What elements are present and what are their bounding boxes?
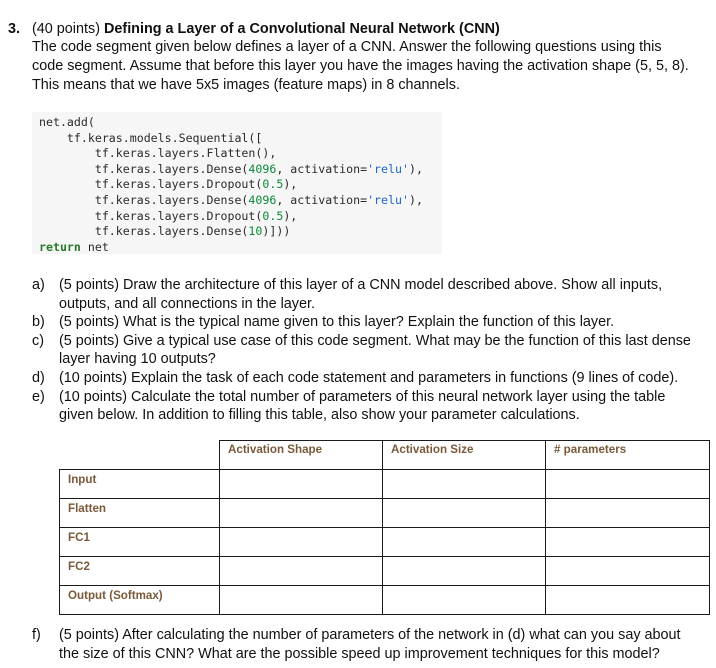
table-row (60, 557, 710, 586)
question-title-line (32, 20, 500, 39)
sub-question-a: a) (5 points) Draw the architecture of this layer of a CNN model described above. Show all inputs, outputs, and all connections in the layer. (32, 277, 663, 312)
code-block (32, 112, 442, 254)
code-line: tf.keras.layers.Dense(4096, activation='relu'), (39, 193, 423, 207)
code-line: return net (39, 239, 109, 254)
row-label: FC1 (60, 528, 220, 557)
table-cell[interactable] (546, 586, 710, 615)
question-points: (40 points) (32, 21, 100, 37)
parameter-table (59, 440, 710, 615)
table-row (60, 586, 710, 615)
table-header-cell: # parameters (546, 441, 710, 470)
table-header-row (60, 441, 710, 470)
sub-question-c: c) (5 points) Give a typical use case of this code segment. What may be the function of this last dense layer having 10 outputs? (32, 332, 691, 368)
intro-line: This means that we have 5x5 images (feature maps) in 8 channels. (32, 77, 460, 93)
table-cell[interactable] (546, 557, 710, 586)
code-line: net.add( (39, 115, 95, 129)
table-cell[interactable] (220, 557, 383, 586)
sub-questions (32, 276, 716, 425)
row-label: Input (60, 470, 220, 499)
sub-question-b: b) (5 points) What is the typical name given to this layer? Explain the function of this layer. (32, 314, 615, 331)
intro-line: The code segment given below defines a layer of a CNN. Answer the following questions using this (32, 39, 662, 55)
sub-question-d: d) (10 points) Explain the task of each code statement and parameters in functions (9 lines of code). (32, 369, 679, 386)
question-number: 3. (8, 21, 21, 37)
sub-question-e: e) (10 points) Calculate the total number of parameters of this neural network layer using the table given below. In addition to filling this table, also show your parameter calculations. (32, 388, 666, 424)
table-cell[interactable] (383, 470, 546, 499)
sub-question-f: f) (5 points) After calculating the number of parameters of the network in (d) what can you say about the size of this CNN? What are the possible speed up improvement techniques for this model? (32, 627, 681, 662)
question-title: Defining a Layer of a Convolutional Neural Network (CNN) (104, 21, 500, 37)
code-line: tf.keras.layers.Dense(10)])) (39, 224, 291, 239)
table-header-cell: Activation Shape (220, 441, 383, 470)
table-cell[interactable] (383, 499, 546, 528)
table-row (60, 528, 710, 557)
code-line: tf.keras.layers.Dropout(0.5), (39, 208, 298, 223)
table-cell[interactable] (383, 528, 546, 557)
code-line: tf.keras.layers.Dense(4096, activation='relu'), (39, 161, 423, 176)
table-cell[interactable] (383, 557, 546, 586)
table-row (60, 470, 710, 499)
table-cell[interactable] (220, 528, 383, 557)
table-cell[interactable] (220, 470, 383, 499)
table-cell[interactable] (546, 499, 710, 528)
row-label: Flatten (60, 499, 220, 528)
code-line: tf.keras.models.Sequential([ (39, 130, 263, 145)
code-line: tf.keras.layers.Flatten(), (39, 146, 277, 161)
row-label: Output (Softmax) (60, 586, 220, 615)
intro-line: code segment. Assume that before this layer you have the images having the activation shape (5, 5, 8). (32, 58, 689, 74)
question-intro (32, 38, 710, 95)
code-line: tf.keras.layers.Dropout(0.5), (39, 177, 298, 192)
table-cell[interactable] (220, 586, 383, 615)
table-cell[interactable] (383, 586, 546, 615)
row-label: FC2 (60, 557, 220, 586)
table-cell[interactable] (546, 528, 710, 557)
table-cell[interactable] (546, 470, 710, 499)
table-row (60, 499, 710, 528)
table-header-cell: Activation Size (383, 441, 546, 470)
table-header-cell (60, 441, 220, 470)
table-cell[interactable] (220, 499, 383, 528)
